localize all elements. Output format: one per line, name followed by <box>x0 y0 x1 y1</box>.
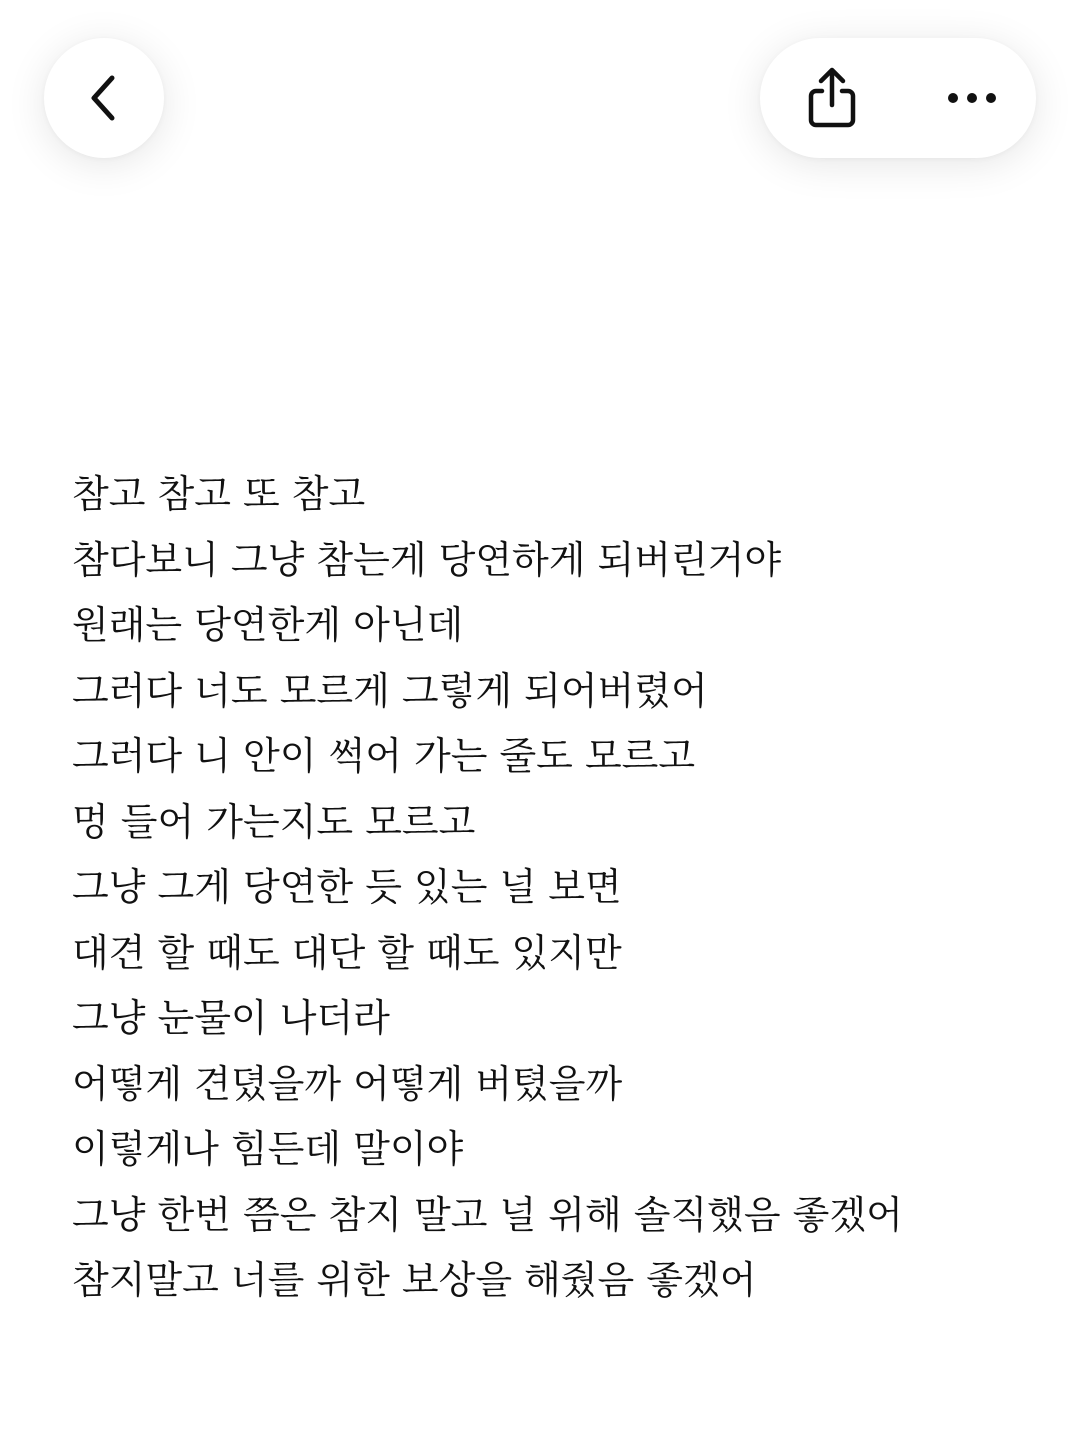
note-line: 그냥 한번 쯤은 참지 말고 널 위해 솔직했음 좋겠어 <box>72 1192 903 1237</box>
note-line: 참지말고 너를 위한 보상을 해줬음 좋겠어 <box>72 1258 757 1302</box>
note-line: 이렇게나 힘든데 말이야 <box>72 1127 464 1171</box>
note-line: 그냥 눈물이 나더라 <box>72 996 390 1040</box>
share-icon <box>802 65 862 131</box>
ellipsis-icon <box>946 91 998 105</box>
note-line: 참고 참고 또 참고 <box>72 472 366 516</box>
more-options-button[interactable] <box>926 52 1018 144</box>
note-line: 참다보니 그냥 참는게 당연하게 되버린거야 <box>72 537 782 582</box>
back-button[interactable] <box>44 38 164 158</box>
note-line: 그러다 너도 모르게 그렇게 되어버렸어 <box>72 668 708 713</box>
share-button[interactable] <box>786 52 878 144</box>
chevron-left-icon <box>84 72 124 124</box>
note-line: 대견 할 때도 대단 할 때도 있지만 <box>72 930 622 975</box>
note-line: 어떻게 견뎠을까 어떻게 버텼을까 <box>72 1061 623 1106</box>
note-line: 멍 들어 가는지도 모르고 <box>72 799 476 844</box>
note-line: 그냥 그게 당연한 듯 있는 널 보면 <box>72 865 622 909</box>
note-line: 원래는 당연한게 아닌데 <box>72 603 464 647</box>
note-body[interactable] <box>72 462 1032 1314</box>
toolbar-actions <box>760 38 1036 158</box>
note-line: 그러다 니 안이 썩어 가는 줄도 모르고 <box>72 734 696 778</box>
